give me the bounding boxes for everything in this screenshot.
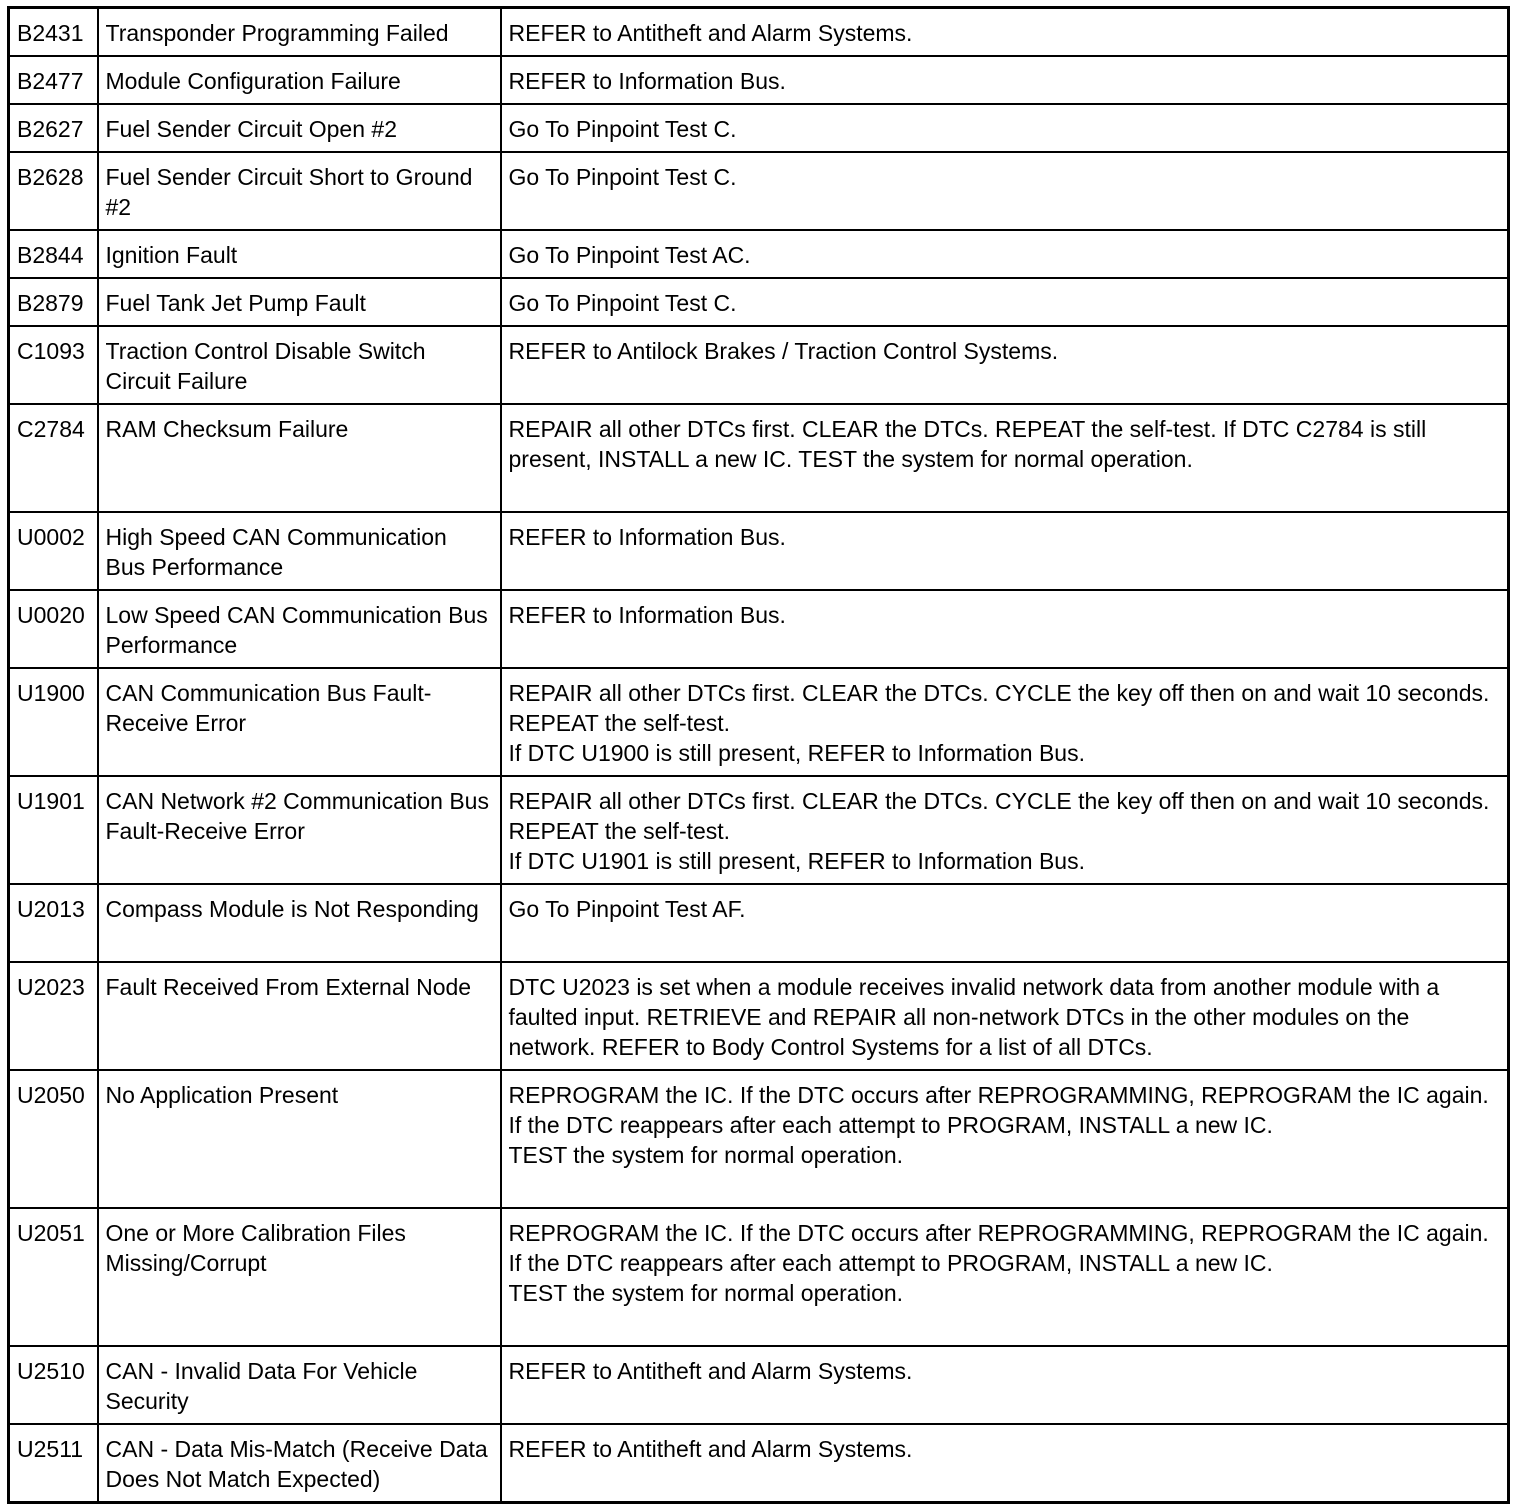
action-line: Go To Pinpoint Test C. (508, 290, 737, 316)
dtc-description-cell: CAN - Invalid Data For Vehicle Security (98, 1346, 501, 1424)
action-line: Go To Pinpoint Test AF. (508, 896, 746, 922)
dtc-code-cell: U2023 (9, 962, 98, 1070)
dtc-action-cell (501, 1208, 1509, 1346)
dtc-action-cell (501, 1070, 1509, 1208)
dtc-description-cell: Low Speed CAN Communication Bus Performance (98, 590, 501, 668)
dtc-code-cell: U2050 (9, 1070, 98, 1208)
table-row (9, 152, 1509, 230)
action-line: If DTC U1900 is still present, REFER to Information Bus. (508, 740, 1085, 766)
table-row (9, 8, 1509, 57)
action-line: REFER to Antitheft and Alarm Systems. (508, 1358, 913, 1384)
dtc-description-cell: CAN Network #2 Communication Bus Fault-Receive Error (98, 776, 501, 884)
action-line: Go To Pinpoint Test C. (508, 116, 737, 142)
dtc-code-cell: U0002 (9, 512, 98, 590)
table-row (9, 512, 1509, 590)
action-line: REFER to Information Bus. (508, 68, 786, 94)
table-row (9, 278, 1509, 326)
dtc-description-cell: CAN - Data Mis-Match (Receive Data Does Not Match Expected) (98, 1424, 501, 1503)
dtc-description-cell: High Speed CAN Communication Bus Performance (98, 512, 501, 590)
dtc-action-cell (501, 230, 1509, 278)
dtc-action-cell (501, 962, 1509, 1070)
dtc-table-body (9, 8, 1509, 1503)
dtc-code-cell: U2051 (9, 1208, 98, 1346)
dtc-action-cell (501, 104, 1509, 152)
action-line: REFER to Information Bus. (508, 524, 786, 550)
dtc-action-cell (501, 590, 1509, 668)
dtc-code-cell: U1900 (9, 668, 98, 776)
dtc-code-cell: B2477 (9, 56, 98, 104)
dtc-code-cell: U2511 (9, 1424, 98, 1503)
dtc-code-cell: U0020 (9, 590, 98, 668)
table-row (9, 404, 1509, 512)
table-row (9, 104, 1509, 152)
dtc-description-cell: Fuel Tank Jet Pump Fault (98, 278, 501, 326)
dtc-description-cell: Ignition Fault (98, 230, 501, 278)
action-line: REPROGRAM the IC. If the DTC occurs after REPROGRAMMING, REPROGRAM the IC again. (508, 1082, 1489, 1108)
action-line: REFER to Antitheft and Alarm Systems. (508, 20, 913, 46)
table-row (9, 230, 1509, 278)
action-line: DTC U2023 is set when a module receives invalid network data from another module with a faulted input. RETRIEVE and REPAIR all non-network DTCs in the other modules on the network. REFER to Body Control Systems for a list of all DTCs. (508, 974, 1446, 1060)
table-row (9, 668, 1509, 776)
dtc-description-cell: Fault Received From External Node (98, 962, 501, 1070)
table-row (9, 1424, 1509, 1503)
dtc-code-cell: U2013 (9, 884, 98, 962)
dtc-description-cell: Transponder Programming Failed (98, 8, 501, 57)
dtc-code-cell: B2844 (9, 230, 98, 278)
dtc-action-cell (501, 8, 1509, 57)
table-row (9, 776, 1509, 884)
dtc-action-cell (501, 668, 1509, 776)
action-line: REFER to Information Bus. (508, 602, 786, 628)
dtc-description-cell: Fuel Sender Circuit Open #2 (98, 104, 501, 152)
table-row (9, 1208, 1509, 1346)
dtc-description-cell: Module Configuration Failure (98, 56, 501, 104)
table-row (9, 1346, 1509, 1424)
dtc-action-cell (501, 404, 1509, 512)
dtc-action-cell (501, 884, 1509, 962)
table-row (9, 884, 1509, 962)
dtc-description-cell: RAM Checksum Failure (98, 404, 501, 512)
table-row (9, 56, 1509, 104)
action-line: If DTC U1901 is still present, REFER to Information Bus. (508, 848, 1085, 874)
dtc-action-cell (501, 776, 1509, 884)
dtc-code-cell: B2627 (9, 104, 98, 152)
action-line: REFER to Antilock Brakes / Traction Control Systems. (508, 338, 1059, 364)
dtc-action-cell (501, 1424, 1509, 1503)
action-line: REPAIR all other DTCs first. CLEAR the DTCs. REPEAT the self-test. If DTC C2784 is still present, INSTALL a new IC. TEST the system for normal operation. (508, 416, 1433, 472)
action-line: REPAIR all other DTCs first. CLEAR the DTCs. CYCLE the key off then on and wait 10 seconds. REPEAT the self-test. (508, 680, 1496, 736)
dtc-description-cell: Compass Module is Not Responding (98, 884, 501, 962)
dtc-code-cell: U1901 (9, 776, 98, 884)
table-row (9, 1070, 1509, 1208)
dtc-code-cell: B2431 (9, 8, 98, 57)
action-line: REPROGRAM the IC. If the DTC occurs after REPROGRAMMING, REPROGRAM the IC again. (508, 1220, 1489, 1246)
action-line: REPAIR all other DTCs first. CLEAR the DTCs. CYCLE the key off then on and wait 10 seconds. REPEAT the self-test. (508, 788, 1496, 844)
dtc-action-cell (501, 326, 1509, 404)
dtc-code-cell: B2628 (9, 152, 98, 230)
dtc-action-cell (501, 278, 1509, 326)
dtc-description-cell: Traction Control Disable Switch Circuit Failure (98, 326, 501, 404)
dtc-code-cell: C1093 (9, 326, 98, 404)
action-line: REFER to Antitheft and Alarm Systems. (508, 1436, 913, 1462)
table-row (9, 326, 1509, 404)
dtc-action-cell (501, 56, 1509, 104)
dtc-description-cell: One or More Calibration Files Missing/Corrupt (98, 1208, 501, 1346)
dtc-action-cell (501, 1346, 1509, 1424)
table-row (9, 590, 1509, 668)
dtc-description-cell: No Application Present (98, 1070, 501, 1208)
dtc-description-cell: CAN Communication Bus Fault-Receive Error (98, 668, 501, 776)
action-line: Go To Pinpoint Test AC. (508, 242, 751, 268)
dtc-action-cell (501, 152, 1509, 230)
dtc-code-cell: B2879 (9, 278, 98, 326)
action-line: Go To Pinpoint Test C. (508, 164, 737, 190)
action-line: If the DTC reappears after each attempt to PROGRAM, INSTALL a new IC. (508, 1250, 1273, 1276)
table-row (9, 962, 1509, 1070)
dtc-table (7, 6, 1510, 1504)
action-line: TEST the system for normal operation. (508, 1142, 904, 1168)
dtc-description-cell: Fuel Sender Circuit Short to Ground #2 (98, 152, 501, 230)
action-line: TEST the system for normal operation. (508, 1280, 904, 1306)
dtc-action-cell (501, 512, 1509, 590)
dtc-code-cell: U2510 (9, 1346, 98, 1424)
dtc-code-cell: C2784 (9, 404, 98, 512)
action-line: If the DTC reappears after each attempt to PROGRAM, INSTALL a new IC. (508, 1112, 1273, 1138)
